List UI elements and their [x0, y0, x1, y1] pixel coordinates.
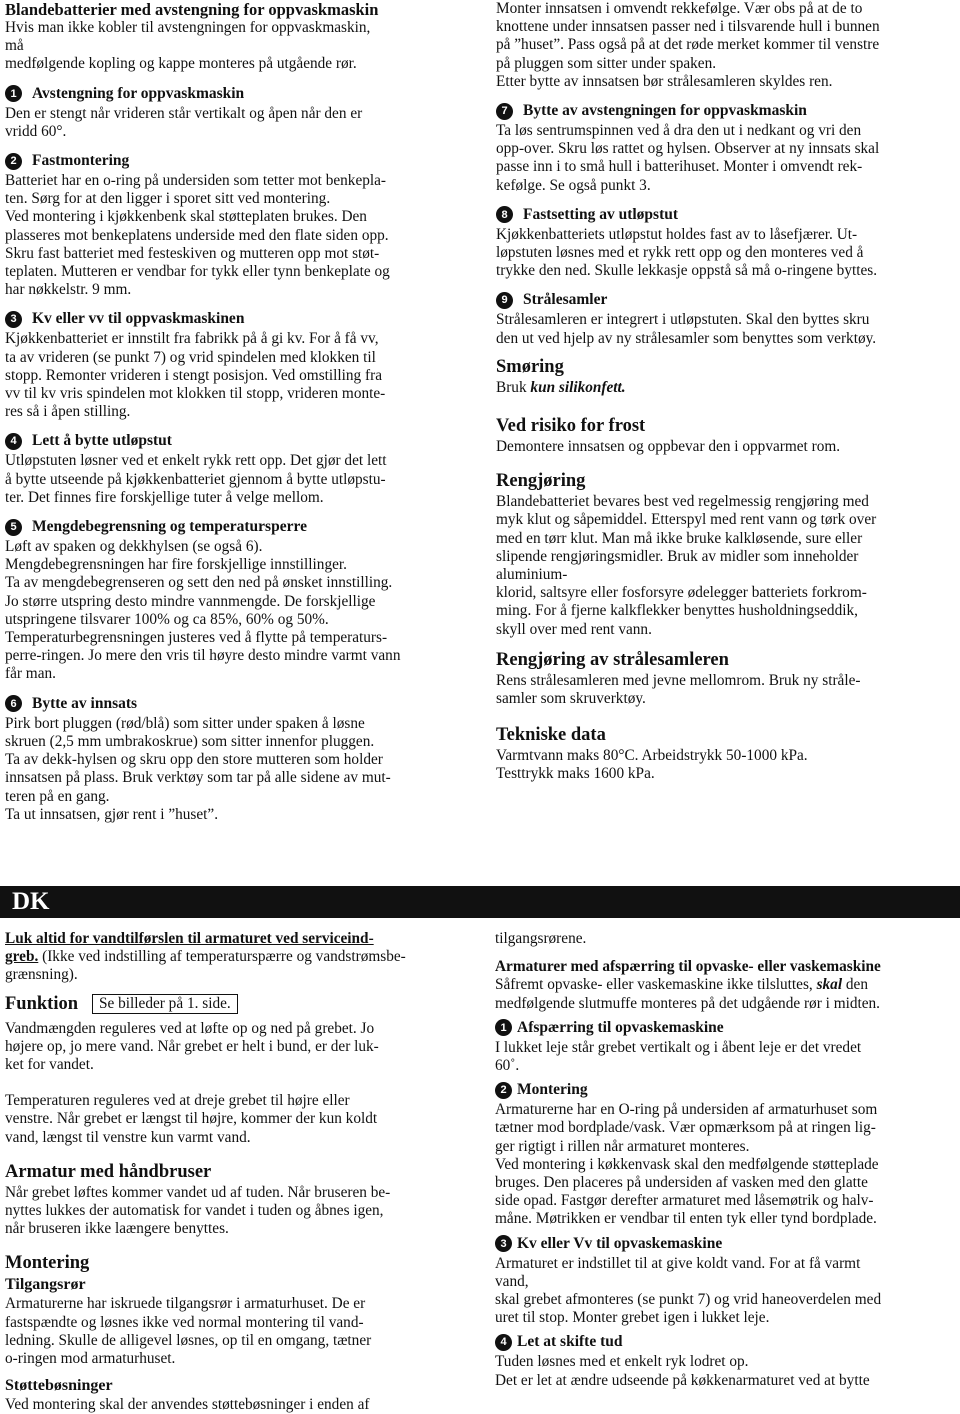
body-line: vand, længst til venstre kun varmt vand.: [5, 1128, 251, 1146]
body-line: ta av vrideren (se punkt 7) og vrid spindelen med klokken til: [5, 348, 376, 366]
body-line: højere op, jo mere vand. Når grebet er helt i bund, er der luk-: [5, 1037, 379, 1055]
body-line: tætner mod bordplade/vask. Vær opmærksom på at ringen lig-: [495, 1119, 876, 1137]
body-line: side opad. Fastgør derefter armaturet med låsemøtrik og halv-: [495, 1192, 874, 1210]
body-line: på pluggen som sitter under spaken.: [496, 54, 717, 72]
body-line: Ved montering i kjøkkenbenk skal støtteplaten brukes. Den: [5, 208, 367, 226]
body-line: ten. Sørg for at den ligger i sporet sitt ved montering.: [5, 190, 331, 208]
body-line: medfølgende slutmuffe monteres på det udgående rør i midten.: [495, 994, 880, 1012]
section-heading: 9 Strålesamler: [496, 289, 958, 311]
body-line: ter. Det finnes fire forskjellige tuter å velge mellom.: [5, 488, 324, 506]
body-line: Batteriet har en o-ring på undersiden som tetter mot benkepla-: [5, 172, 387, 190]
section-title: Smøring: [496, 356, 564, 377]
body-line: Temperaturen reguleres ved at dreje grebet til højre eller: [5, 1092, 350, 1110]
body-line: Ved montering i køkkenvask skal den medfølgende støtteplade: [495, 1155, 879, 1173]
section-title: Tekniske data: [496, 725, 606, 746]
body-line: Demontere innsatsen og oppbevar den i oppvarmet rom.: [496, 438, 841, 456]
body-line: får man.: [5, 665, 56, 683]
body-line: når bruseren ikke laængere benyttes.: [5, 1220, 229, 1238]
number-5-icon: 5: [5, 519, 22, 536]
section-heading: 5 Mengdebegrensning og temperatursperre: [5, 516, 475, 538]
body-line: opp-over. Skru løs rattet og hylsen. Observer at ny innsats skal: [496, 140, 880, 158]
body-line: teren på en gang.: [5, 787, 110, 805]
body-line: Skru fast batteriet med festeskiven og mutteren opp mot støt-: [5, 244, 380, 262]
section-heading: 8 Fastsetting av utløpstut: [496, 204, 958, 226]
body-line: Mengdebegrensningen har fire forskjellige innstillinger.: [5, 556, 347, 574]
subsection-title: Tilgangsrør: [5, 1276, 86, 1294]
body-line: Testtrykk maks 1600 kPa.: [496, 765, 655, 783]
body-line: Løft av spaken og dekkhylsen (se også 6).: [5, 538, 263, 556]
number-8-icon: 8: [496, 206, 513, 223]
subsection-title: Armaturer med afspærring til opvaske- eller vaskemaskine: [495, 958, 881, 976]
body-line: Etter bytte av innsatsen bør strålesamleren skyldes ren.: [496, 72, 833, 90]
body-line: Blandebatteriet bevares best ved regelmessig rengjøring med: [496, 493, 869, 511]
body-line: Pirk bort pluggen (rød/blå) som sitter under spaken å løsne: [5, 714, 365, 732]
body-line: passe inn i to små hull i batterihuset. Monter i omvendt rek-: [496, 158, 863, 176]
section-heading: 1 Afspærring til opvaskemaskine: [495, 1017, 958, 1039]
body-line: den ut ved hjelp av ny strålesamler som benyttes som verktøy.: [496, 329, 877, 347]
body-line: Ved montering skal der anvendes støttebøsninger i enden af: [5, 1396, 370, 1414]
body-line: innsatsen på plass. Bruk verktøy som tar på alle sidene av mut-: [5, 769, 391, 787]
body-line: Temperaturbegrensningen justeres ved å flytte på temperaturs-: [5, 629, 388, 647]
body-line: venstre. Når grebet er længst til højre, kommer der kun koldt: [5, 1110, 378, 1128]
funktion-row: [5, 993, 475, 1016]
body-line: Jo større utspring desto mindre vannmengde. De forskjellige: [5, 592, 376, 610]
body-line: tilgangsrørene.: [495, 930, 587, 947]
section-title: Montering: [5, 1253, 90, 1274]
body-line: utspringene tilsvarer 100% og ca 85%, 60% og 50%.: [5, 610, 329, 628]
number-3-icon: 3: [5, 311, 22, 328]
section-heading: 6 Bytte av innsats: [5, 693, 475, 715]
body-line: ming. For å fjerne kalkflekker benyttes husholdningseddik,: [496, 602, 858, 620]
intro-line: medfølgende kopling og kappe monteres på utgående rør.: [5, 55, 357, 73]
body-line: skal grebet afmonteres (se punkt 7) og vrid haneoverdelen med: [495, 1291, 882, 1309]
body-line: løpstuten løsnes med et rykk rett opp og den monteres ved å: [496, 244, 864, 262]
body-line: myk klut og såpemiddel. Etterspyl med rent vann og tørk over: [496, 511, 877, 529]
body-line: Armaturet er indstillet til at give koldt vand. For at få varmt: [495, 1254, 861, 1272]
body-line: Utløpstuten løsner ved et enkelt rykk rett opp. Det gjør det lett: [5, 452, 387, 470]
body-line: Vandmængden reguleres ved at løfte op og ned på grebet. Jo: [5, 1019, 375, 1037]
body-line: Varmtvann maks 80°C. Arbeidstrykk 50-1000 kPa.: [496, 747, 808, 765]
body-line: samler som skruverktøy.: [496, 690, 646, 708]
body-line: ket for vandet.: [5, 1056, 94, 1074]
reference-box: Se billeder på 1. side.: [92, 994, 238, 1014]
body-line: res så i åpen stilling.: [5, 403, 131, 421]
intro-line: må: [5, 37, 24, 55]
number-3-icon: 3: [495, 1235, 512, 1252]
dk-right-column: [495, 930, 958, 1390]
warning-line: greb. (Ikke ved indstilling af temperaturspærre og vandstrømsbe-: [5, 948, 406, 966]
body-line: knottene under innsatsen passer ned i tilsvarende hull i bunnen: [496, 18, 880, 36]
body-line: trykke den ned. Skulle lekkasje oppstå så må o-ringene byttes.: [496, 262, 878, 280]
section-heading: 4 Lett å bytte utløpstut: [5, 430, 475, 452]
body-line: skruen (2,5 mm umbrakoskrue) som sitter innenfor pluggen.: [5, 732, 375, 750]
body-line: plasseres mot benkeplatens underside med den flate siden opp.: [5, 226, 389, 244]
dk-label: DK: [12, 888, 50, 915]
number-9-icon: 9: [496, 292, 513, 309]
dk-left-column: [5, 930, 475, 1414]
body-line: vridd 60°.: [5, 122, 67, 140]
doc-title: Blandebatterier med avstengning for oppvaskmaskin: [5, 0, 379, 19]
body-line: nyttes lukkes der automatisk for vandet i tuden og åbnes igen,: [5, 1202, 384, 1220]
body-line: stopp. Remonter vrideren i stengt posisjon. Ved omstilling fra: [5, 366, 382, 384]
number-4-icon: 4: [495, 1334, 512, 1351]
warning-line: grænsning).: [5, 966, 78, 984]
number-2-icon: 2: [5, 153, 22, 170]
body-line: o-ringen mod armaturhuset.: [5, 1350, 176, 1368]
body-line: I lukket leje står grebet vertikalt og i åbent leje er det vredet: [495, 1038, 862, 1056]
body-line: ger rigtigt i rillen når armaturet monteres.: [495, 1137, 750, 1155]
body-line: Ta ut innsatsen, gjør rent i ”huset”.: [5, 805, 219, 823]
body-line: fastspændte og løsnes ikke ved normal montering til vand-: [5, 1313, 364, 1331]
body-line: Monter innsatsen i omvendt rekkefølge. Vær obs på at de to: [496, 0, 863, 17]
body-line: Det er let at ændre udseende på køkkenarmaturet ved at bytte: [495, 1371, 870, 1389]
body-line: bruges. Den placeres på undersiden af vasken med den glatte: [495, 1174, 868, 1192]
section-heading: 7 Bytte av avstengningen for oppvaskmaskin: [496, 100, 958, 122]
section-heading: 2 Montering: [495, 1079, 958, 1101]
section-heading: 3 Kv eller vv til oppvaskmaskinen: [5, 308, 475, 330]
body-line: Den er stengt når vrideren står vertikalt og åpen når den er: [5, 104, 363, 122]
body-line: å bytte utseende på kjøkkenbatteriet gjennom å bytte utløpstu-: [5, 470, 386, 488]
body-line: Tuden løsnes med et enkelt ryk lodret op.: [495, 1353, 749, 1371]
body-line: Kjøkkenbatteriets utløpstut holdes fast av to låsefjærer. Ut-: [496, 225, 858, 243]
body-line: Ta av dekk-hylsen og skru opp den store mutteren som holder: [5, 751, 383, 769]
body-line: måne. Møtrikken er vendbar til enten tyk eller tynd bordplade.: [495, 1210, 877, 1228]
body-line: Rens strålesamleren med jevne mellomrom. Bruk ny stråle-: [496, 671, 861, 689]
number-6-icon: 6: [5, 695, 22, 712]
dk-language-bar: [0, 886, 960, 918]
body-line: perre-ringen. Jo mere den vris til høyre desto mindre varmt vann: [5, 647, 401, 665]
number-1-icon: 1: [5, 85, 22, 102]
body-line: 60˚.: [495, 1057, 520, 1075]
section-heading: 4 Let at skifte tud: [495, 1331, 958, 1353]
body-line: Armaturerne har iskruede tilgangsrør i armaturhuset. De er: [5, 1295, 366, 1313]
no-right-column: [496, 0, 958, 784]
body-line: Ta løs sentrumspinnen ved å dra den ut i nedkant og vri den: [496, 122, 862, 140]
section-heading: 3 Kv eller Vv til opvaskemaskine: [495, 1233, 958, 1255]
body-line: slipende rengjøringsmidler. Bruk av midler som inneholder: [496, 547, 859, 565]
body-line: uret til stop. Monter grebet igen i lukket leje.: [495, 1309, 770, 1327]
body-line: med en tørr klut. Man må ikke bruke kalkløsende, sure eller: [496, 529, 863, 547]
body-line: skyll over med rent vann.: [496, 620, 652, 638]
body-line: aluminium-: [496, 566, 568, 584]
body-line: har nøkkelstr. 9 mm.: [5, 281, 132, 299]
intro-line: Hvis man ikke kobler til avstengningen for oppvaskmaskin,: [5, 19, 371, 36]
section-title: Rengjøring av strålesamleren: [496, 649, 729, 670]
number-2-icon: 2: [495, 1082, 512, 1099]
section-title: Ved risiko for frost: [496, 416, 646, 437]
body-line: kefølge. Se også punkt 3.: [496, 176, 651, 194]
body-line: vv til kv vris spindelen mot klokken til stopp, vrideren monte-: [5, 385, 386, 403]
section-title: Armatur med håndbruser: [5, 1161, 212, 1182]
no-left-column: [5, 0, 475, 824]
section-title: Funktion: [5, 993, 79, 1014]
body-line: på ”huset”. Pass også på at det røde merket kommer til venstre: [496, 36, 880, 54]
number-4-icon: 4: [5, 433, 22, 450]
body-line: Ta av mengdebegrenseren og sett den ned på ønsket innstilling.: [5, 574, 393, 592]
body-line: vand,: [495, 1272, 529, 1290]
body-line: ledning. Skulle de alligevel løsnes, op til en omgang, tætner: [5, 1331, 372, 1349]
body-line: teplaten. Mutteren er vendbar for tykk eller tynn benkeplate og: [5, 263, 390, 281]
number-7-icon: 7: [496, 103, 513, 120]
body-line: Såfremt opvaske- eller vaskemaskine ikke tilsluttes, skal den: [495, 976, 868, 994]
subsection-title: Støttebøsninger: [5, 1377, 113, 1395]
number-1-icon: 1: [495, 1019, 512, 1036]
body-line: klorid, saltsyre eller fosforsyre ødelegger batteriets forkrom-: [496, 584, 867, 602]
section-title: Rengjøring: [496, 471, 586, 492]
section-heading: 2 Fastmontering: [5, 150, 475, 172]
body-line: Bruk kun silikonfett.: [496, 378, 626, 396]
body-line: Armaturerne har en O-ring på undersiden af armaturhuset som: [495, 1101, 878, 1119]
body-line: Når grebet løftes kommer vandet ud af tuden. Når bruseren be-: [5, 1183, 391, 1201]
body-line: Kjøkkenbatteriet er innstilt fra fabrikk på å gi kv. For å få vv,: [5, 330, 379, 348]
section-heading: 1 Avstengning for oppvaskmaskin: [5, 83, 475, 105]
warning-line: Luk altid for vandtilførslen til armaturet ved serviceind-: [5, 930, 374, 947]
body-line: Strålesamleren er integrert i utløpstuten. Skal den byttes skru: [496, 311, 870, 329]
